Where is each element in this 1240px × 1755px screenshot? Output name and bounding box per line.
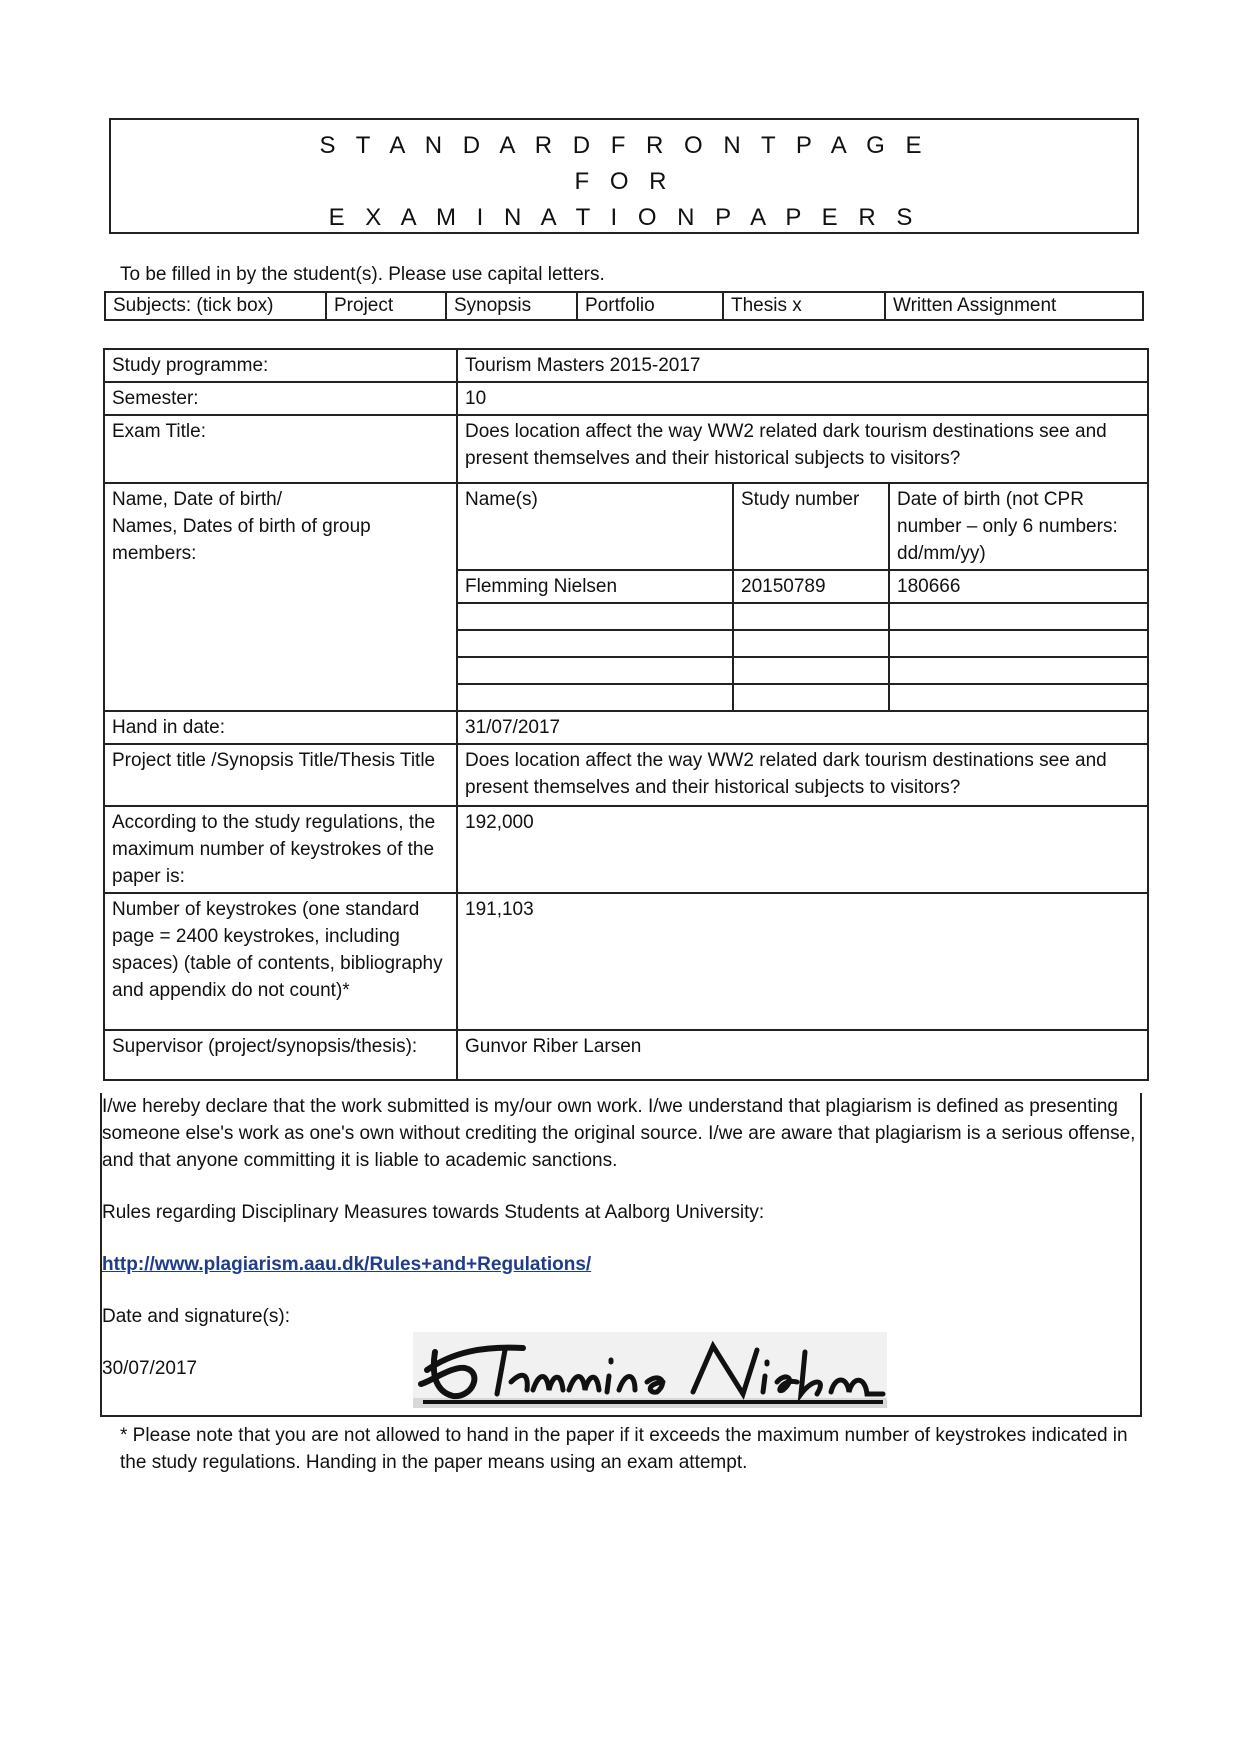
supervisor-value[interactable]: Gunvor Riber Larsen (457, 1030, 1148, 1080)
names-label: Name, Date of birth/ Names, Dates of birth of group members: (104, 483, 457, 711)
subject-portfolio[interactable]: Portfolio (577, 292, 723, 320)
member-name[interactable] (457, 684, 733, 711)
study-programme-value[interactable]: Tourism Masters 2015-2017 (457, 349, 1148, 382)
title-line-1: S T A N D A R D F R O N T P A G E (319, 132, 929, 159)
member-study-number[interactable] (733, 603, 889, 630)
signature-image (413, 1332, 887, 1408)
names-col-header: Name(s) (457, 483, 733, 570)
exam-title-label: Exam Title: (104, 415, 457, 483)
subject-synopsis[interactable]: Synopsis (446, 292, 577, 320)
dob-header: Date of birth (not CPR number – only 6 numbers: dd/mm/yy) (889, 483, 1148, 570)
signature-date: 30/07/2017 (102, 1358, 198, 1379)
member-dob[interactable] (889, 603, 1148, 630)
member-name[interactable]: Flemming Nielsen (457, 570, 733, 603)
study-number-header: Study number (733, 483, 889, 570)
regulations-link[interactable]: http://www.plagiarism.aau.dk/Rules+and+Regulations/ (102, 1254, 592, 1275)
member-study-number[interactable] (733, 684, 889, 711)
member-dob[interactable] (889, 684, 1148, 711)
keystrokes-value[interactable]: 191,103 (457, 893, 1148, 1030)
exam-title-value[interactable]: Does location affect the way WW2 related dark tourism destinations see and present themselves and their historical subjects to visitors? (457, 415, 1148, 483)
keystrokes-label: Number of keystrokes (one standard page = 2400 keystrokes, including spaces) (table of contents, bibliography and appendix do not count)* (104, 893, 457, 1030)
title-line-2: F O R (574, 168, 674, 195)
member-study-number[interactable]: 20150789 (733, 570, 889, 603)
subject-thesis[interactable]: Thesis x (723, 292, 885, 320)
study-programme-label: Study programme: (104, 349, 457, 382)
supervisor-label: Supervisor (project/synopsis/thesis): (104, 1030, 457, 1080)
rules-text: Rules regarding Disciplinary Measures towards Students at Aalborg University: (102, 1202, 765, 1223)
member-study-number[interactable] (733, 657, 889, 684)
footnote: * Please note that you are not allowed to hand in the paper if it exceeds the maximum number of keystrokes indicated in the study regulations. Handing in the paper means using an exam attempt. (120, 1425, 1128, 1473)
title-line-3: E X A M I N A T I O N P A P E R S (328, 204, 920, 231)
member-dob[interactable]: 180666 (889, 570, 1148, 603)
project-title-label: Project title /Synopsis Title/Thesis Title (104, 744, 457, 806)
declaration-text: I/we hereby declare that the work submitted is my/our own work. I/we understand that plagiarism is defined as presenting someone else's work as one's own without crediting the original source. I/we are aware that plagiarism is a serious offense, and that anyone committing it is liable to academic sanctions. (102, 1096, 1136, 1171)
subject-label: Subjects: (tick box) (105, 292, 326, 320)
max-keystrokes-label: According to the study regulations, the maximum number of keystrokes of the paper is: (104, 806, 457, 893)
form-table (103, 348, 1149, 1081)
member-name[interactable] (457, 657, 733, 684)
project-title-value[interactable]: Does location affect the way WW2 related dark tourism destinations see and present themselves and their historical subjects to visitors? (457, 744, 1148, 806)
hand-in-value[interactable]: 31/07/2017 (457, 711, 1148, 744)
member-study-number[interactable] (733, 630, 889, 657)
max-keystrokes-value[interactable]: 192,000 (457, 806, 1148, 893)
member-dob[interactable] (889, 630, 1148, 657)
subject-project[interactable]: Project (326, 292, 446, 320)
semester-value[interactable]: 10 (457, 382, 1148, 415)
member-name[interactable] (457, 630, 733, 657)
member-name[interactable] (457, 603, 733, 630)
member-dob[interactable] (889, 657, 1148, 684)
subjects-table (104, 291, 1144, 321)
semester-label: Semester: (104, 382, 457, 415)
subject-written-assignment[interactable]: Written Assignment (885, 292, 1143, 320)
hand-in-label: Hand in date: (104, 711, 457, 744)
instruction-text: To be filled in by the student(s). Please use capital letters. (120, 264, 605, 285)
date-signature-label: Date and signature(s): (102, 1306, 290, 1327)
title-box (109, 118, 1139, 234)
